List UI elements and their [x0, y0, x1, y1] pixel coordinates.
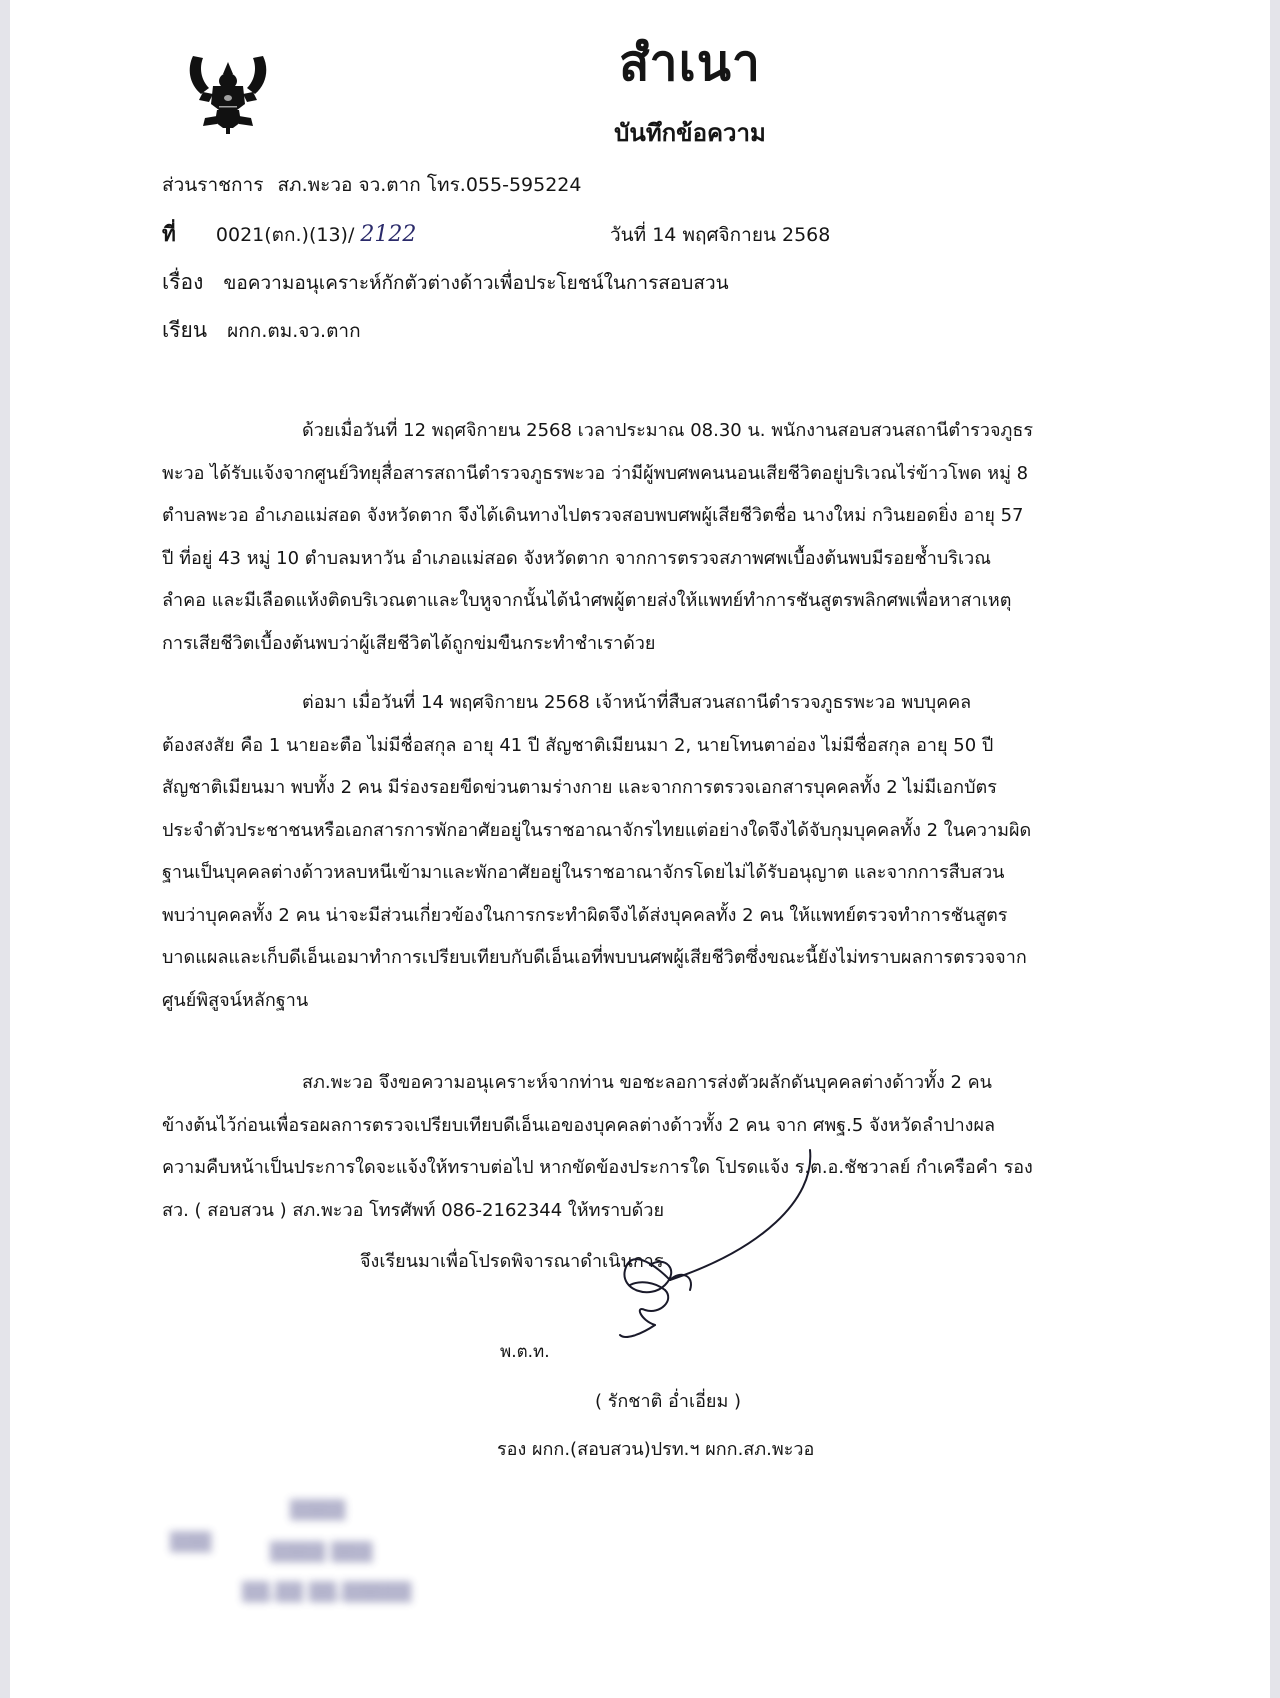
paragraph-line: ด้วยเมื่อวันที่ 12 พฤศจิกายน 2568 เวลาประมาณ 08.30 น. พนักงานสอบสวนสถานีตำรวจภูธร [302, 420, 1034, 441]
paragraph-2 [162, 682, 1172, 1022]
paragraph-line: ศูนย์พิสูจน์หลักฐาน [162, 989, 309, 1011]
department-line [162, 170, 581, 200]
paragraph-line: ตำบลพะวอ อำเภอแม่สอด จังหวัดตาก จึงได้เดินทางไปตรวจสอบพบศพผู้เสียชีวิตชื่อ นางใหม่ กวินยอดยิ่ง อายุ 57 [162, 505, 1024, 526]
blurred-redacted-note [170, 1490, 460, 1620]
handwritten-signature-icon [610, 1140, 840, 1360]
paragraph-line: สัญชาติเมียนมา พบทั้ง 2 คน มีร่องรอยขีดข่วนตามร่างกาย และจากการตรวจเอกสารบุคคลทั้ง 2 ไม่มีเอกบัตร [162, 777, 997, 798]
paragraph-line: ลำคอ และมีเลือดแห้งติดบริเวณตาและใบหูจากนั้นได้นำศพผู้ตายส่งให้แพทย์ทำการชันสูตรพลิกศพเพื่อหาสาเหตุ [162, 590, 1012, 611]
recipient-label: เรียน [162, 318, 208, 342]
closing-statement: จึงเรียนมาเพื่อโปรดพิจารณาดำเนินการ [360, 1251, 664, 1272]
paragraph-line: ความคืบหน้าเป็นประการใดจะแจ้งให้ทราบต่อไป หากขัดข้องประการใด โปรดแจ้ง ร.ต.อ.ชัชวาลย์ กำเครือคำ รอง [162, 1157, 1033, 1178]
signer-position: รอง ผกก.(สอบสวน)ปรท.ฯ ผกก.สภ.พะวอ [497, 1439, 815, 1460]
paragraph-line: ข้างต้นไว้ก่อนเพื่อรอผลการตรวจเปรียบเทียบดีเอ็นเอของบุคคลต่างด้าวทั้ง 2 คน จาก ศพฐ.5 จังหวัดลำปางผล [162, 1114, 996, 1136]
reference-handwritten-number: 2122 [360, 222, 417, 247]
paragraph-line: พบว่าบุคคลทั้ง 2 คน น่าจะมีส่วนเกี่ยวข้องในการกระทำผิดจึงได้ส่งบุคคลทั้ง 2 คน ให้แพทย์ตรวจทำการชันสูตร [162, 904, 1008, 926]
paragraph-line: สภ.พะวอ จึงขอความอนุเคราะห์จากท่าน ขอชะลอการส่งตัวผลักดันบุคคลต่างด้าวทั้ง 2 คน [302, 1072, 992, 1093]
reference-line [162, 218, 416, 251]
paragraph-line: ต้องสงสัย คือ 1 นายอะตือ ไม่มีชื่อสกุล อายุ 41 ปี สัญชาติเมียนมา 2, นายโทนตาอ่อง ไม่มีชื่อสกุล อายุ 50 ปี [162, 734, 994, 756]
document-page [10, 0, 1270, 1698]
reference-number: 0021(ตก.)(13)/ [215, 224, 355, 246]
paragraph-line: ประจำตัวประชาชนหรือเอกสารการพักอาศัยอยู่ในราชอาณาจักรไทยแต่อย่างใดจึงได้จับกุมบุคคลทั้ง 2 ในความผิด [162, 819, 1032, 841]
paragraph-line: ฐานเป็นบุคคลต่างด้าวหลบหนีเข้ามาและพักอาศัยอยู่ในราชอาณาจักรโดยไม่ได้รับอนุญาต และจากการสืบสวน [162, 862, 1005, 883]
memo-title: บันทึกข้อความ [614, 119, 766, 147]
signer-rank: พ.ต.ท. [500, 1342, 550, 1362]
recipient-line [162, 314, 361, 347]
signer-name: ( รักชาติ อ่ำเอี่ยม ) [595, 1391, 742, 1412]
paragraph-line: พะวอ ได้รับแจ้งจากศูนย์วิทยุสื่อสารสถานีตำรวจภูธรพะวอ ว่ามีผู้พบศพคนนอนเสียชีวิตอยู่บริเวณไร่ข้าวโพด หมู่ 8 [162, 462, 1029, 484]
document-date: วันที่ 14 พฤศจิกายน 2568 [610, 224, 831, 246]
copy-stamp-title: สำเนา [619, 34, 761, 92]
blurred-text: ▒▒▒ [170, 1532, 212, 1553]
department-label: ส่วนราชการ [162, 174, 264, 196]
paragraph-1 [162, 410, 1172, 665]
blurred-text: ▒▒▒▒ ▒▒▒ [270, 1542, 373, 1563]
blurred-text: ▒▒.▒▒ ▒▒.▒▒▒▒▒ [242, 1582, 412, 1603]
paragraph-line: ต่อมา เมื่อวันที่ 14 พฤศจิกายน 2568 เจ้าหน้าที่สืบสวนสถานีตำรวจภูธรพะวอ พบบุคคล [302, 692, 972, 713]
reference-label: ที่ [162, 222, 176, 246]
paragraph-line: ปี ที่อยู่ 43 หมู่ 10 ตำบลมหาวัน อำเภอแม่สอด จังหวัดตาก จากการตรวจสภาพศพเบื้องต้นพบมีรอยช้ำบริเวณ [162, 547, 991, 569]
subject-value: ขอความอนุเคราะห์กักตัวต่างด้าวเพื่อประโยชน์ในการสอบสวน [223, 272, 729, 294]
subject-label: เรื่อง [162, 270, 204, 294]
paragraph-line: การเสียชีวิตเบื้องต้นพบว่าผู้เสียชีวิตได้ถูกข่มขืนกระทำชำเราด้วย [162, 632, 656, 654]
blurred-text: ▒▒▒▒ [290, 1500, 346, 1521]
department-value: สภ.พะวอ จว.ตาก โทร.055-595224 [277, 174, 582, 196]
paragraph-line: สว. ( สอบสวน ) สภ.พะวอ โทรศัพท์ 086-2162344 ให้ทราบด้วย [162, 1199, 664, 1221]
recipient-value: ผกก.ตม.จว.ตาก [227, 320, 361, 342]
subject-line [162, 266, 729, 299]
paragraph-line: บาดแผลและเก็บดีเอ็นเอมาทำการเปรียบเทียบกับดีเอ็นเอที่พบบนศพผู้เสียชีวิตซึ่งขณะนี้ยังไม่ทราบผลการตรวจจาก [162, 947, 1027, 968]
